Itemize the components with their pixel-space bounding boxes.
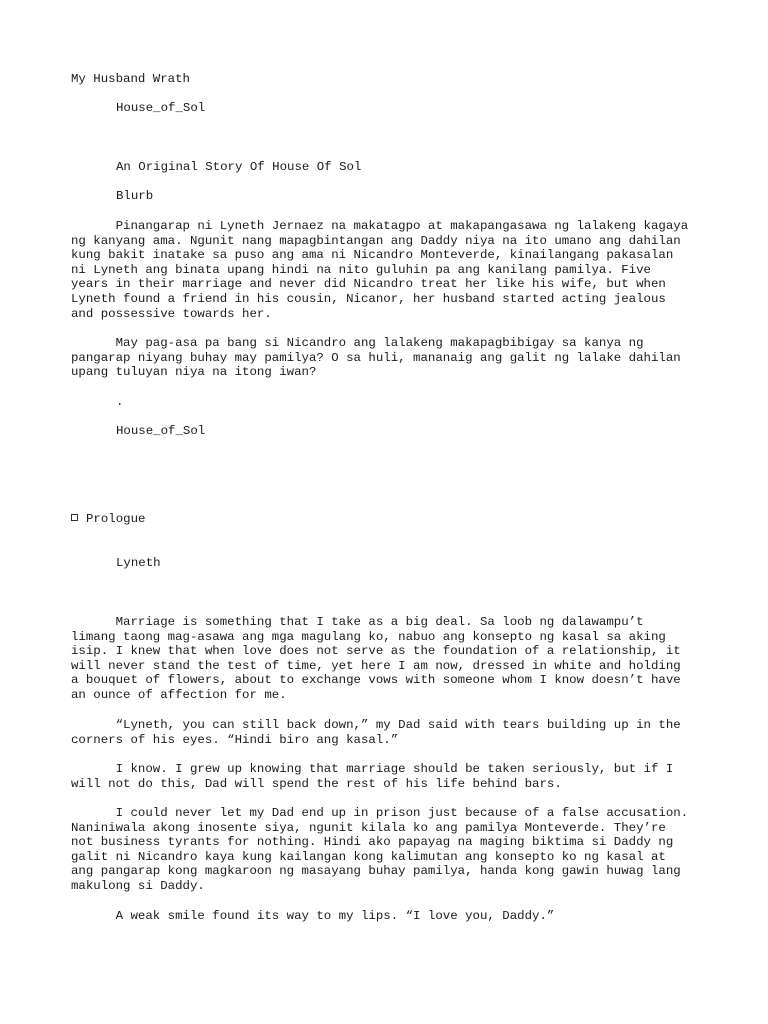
text-line: a bouquet of flowers, about to exchange vows with someone whom I know doesn’t have <box>71 673 681 688</box>
text-line: not business tyrants for nothing. Hindi ako papayag na maging biktima si Daddy ng <box>71 835 674 850</box>
story-paragraph-4 <box>71 806 701 894</box>
text-line: an ounce of affection for me. <box>71 687 287 702</box>
text-line: corners of his eyes. “Hindi biro ang kasal.” <box>71 732 399 747</box>
blurb-paragraph-1 <box>71 219 701 321</box>
text-line: makulong si Daddy. <box>71 878 205 893</box>
author-name: House_of_Sol <box>116 101 206 115</box>
story-paragraph-5 <box>71 909 701 924</box>
text-line: upang tuluyan niya na itong iwan? <box>71 365 317 380</box>
bullet-square-icon <box>71 514 78 521</box>
text-line: ni Lyneth ang binata upang hindi na nito guluhin pa ang kanilang pamilya. Five <box>71 262 651 277</box>
text-line: A weak smile found its way to my lips. “I love you, Daddy.” <box>71 909 555 923</box>
text-line: pangarap niyang buhay may pamilya? O sa huli, mananaig ang galit ng lalake dahilan <box>71 350 681 365</box>
prologue-label: Prologue <box>86 512 146 526</box>
text-line: galit ni Nicandro kaya kung kailangan kong kalimutan ang konsepto ko ng kasal at <box>71 849 666 864</box>
separator-dot: . <box>116 395 124 409</box>
text-line: kung bakit inatake sa puso ang ama ni Nicandro Monteverde, kinailangang pakasalan <box>71 248 674 263</box>
text-line: I could never let my Dad end up in prison just because of a false accusation. <box>71 806 689 820</box>
text-line: will not do this, Dad will spend the rest of his life behind bars. <box>71 776 562 791</box>
text-line: Lyneth found a friend in his cousin, Nicanor, her husband started acting jealous <box>71 291 666 306</box>
prologue-heading <box>71 512 701 527</box>
text-line: years in their marriage and never did Nicandro treat her like his wife, but when <box>71 277 666 292</box>
text-line: isip. I knew that when love does not serve as the foundation of a relationship, it <box>71 644 681 659</box>
text-line: May pag-asa pa bang si Nicandro ang lalakeng makapagbibigay sa kanya ng <box>71 336 644 350</box>
pov-character-name: Lyneth <box>116 556 161 570</box>
text-line: ang pangarap kong magkaroon ng masayang buhay pamilya, handa kong gawin huwag lang <box>71 864 681 879</box>
text-line: Marriage is something that I take as a big deal. Sa loob ng dalawampu’t <box>71 615 644 629</box>
text-line: and possessive towards her. <box>71 306 272 321</box>
text-line: I know. I grew up knowing that marriage should be taken seriously, but if I <box>71 762 674 776</box>
text-line: limang taong mag-asawa ang mga magulang ko, nabuo ang konsepto ng kasal sa aking <box>71 629 666 644</box>
text-line: ng kanyang ama. Ngunit nang mapagbintangan ang Daddy niya na ito umano ang dahilan <box>71 233 681 248</box>
story-paragraph-3 <box>71 762 701 791</box>
document-subtitle: An Original Story Of House Of Sol <box>116 160 362 174</box>
text-line: Naniniwala akong inosente siya, ngunit kilala ko ang pamilya Monteverde. They’re <box>71 820 666 835</box>
blurb-heading: Blurb <box>116 189 154 203</box>
author-signature: House_of_Sol <box>116 424 206 438</box>
text-line: will never stand the test of time, yet here I am now, dressed in white and holding <box>71 658 681 673</box>
story-paragraph-2 <box>71 718 701 747</box>
story-paragraph-1 <box>71 615 701 703</box>
blurb-paragraph-2 <box>71 336 701 380</box>
document-title: My Husband Wrath <box>71 72 190 86</box>
text-line: “Lyneth, you can still back down,” my Dad said with tears building up in the <box>71 718 681 732</box>
text-line: Pinangarap ni Lyneth Jernaez na makatagpo at makapangasawa ng lalakeng kagaya <box>71 219 689 233</box>
